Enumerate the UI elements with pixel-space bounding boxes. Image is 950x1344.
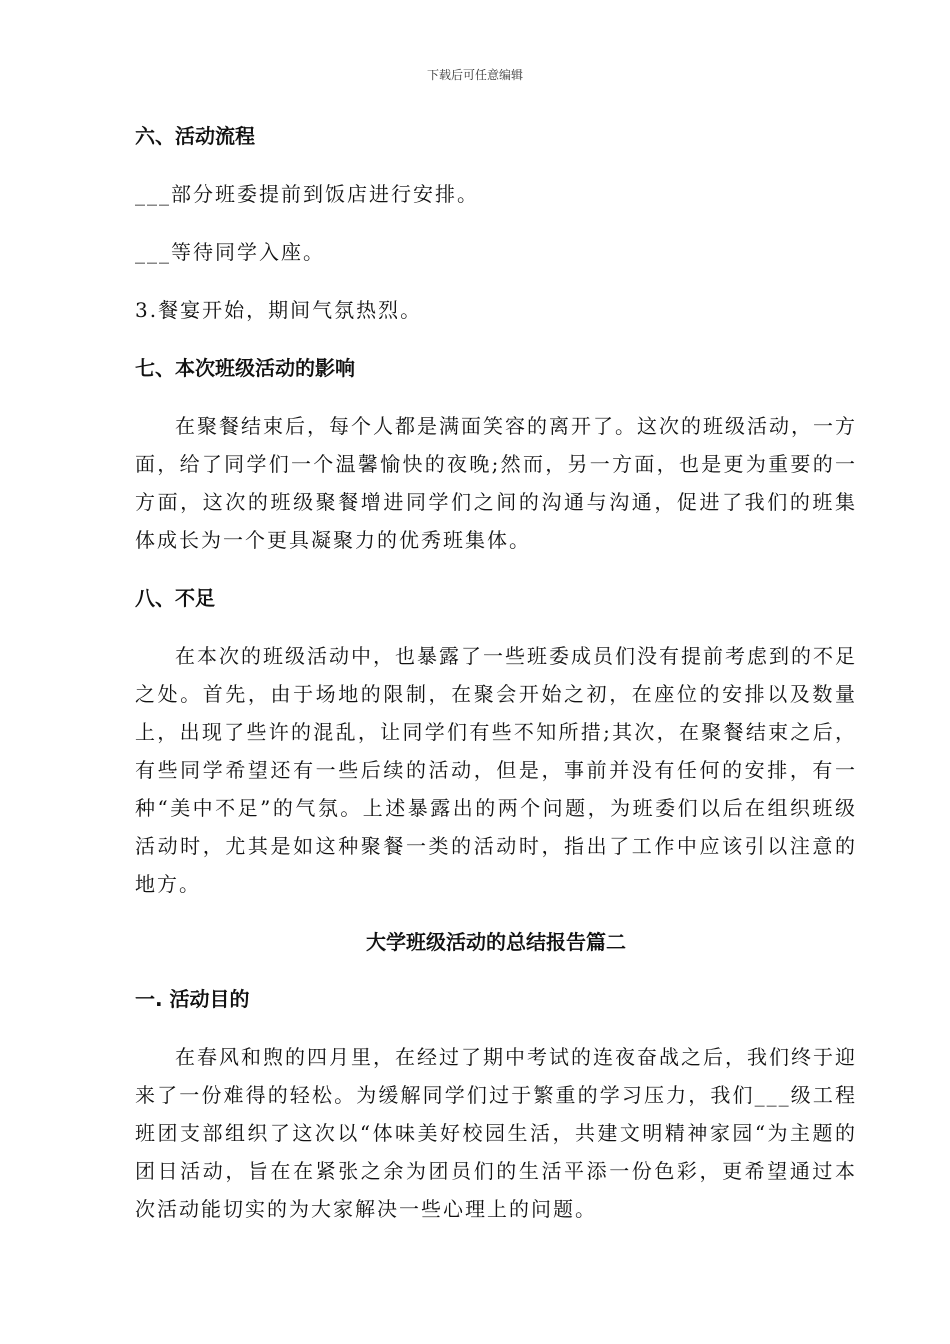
section-8-body: 在本次的班级活动中，也暴露了一些班委成员们没有提前考虑到的不足之处。首先，由于场地的限制，在聚会开始之初，在座位的安排以及数量上，出现了些许的混乱，让同学们有些不知所措;其次，在聚餐结束之后，有些同学希望还有一些后续的活动，但是，事前并没有任何的安排，有一种“美中不足”的气氛。上述暴露出的两个问题，为班委们以后在组织班级活动时，尤其是如这种聚餐一类的活动时，指出了工作中应该引以注意的地方。 — [135, 644, 857, 896]
section-8-title: 八、不足 — [135, 586, 215, 610]
step-3: 3.餐宴开始，期间气氛热烈。 — [135, 298, 423, 322]
part-2-section-1-body: 在春风和煦的四月里，在经过了期中考试的连夜奋战之后，我们终于迎来了一份难得的轻松。为缓解同学们过于繁重的学习压力，我们___级工程班团支部组织了这次以“体味美好校园生活，共建文明精神家园“为主题的团日活动，旨在在紧张之余为团员们的生活平添一份色彩，更希望通过本次活动能切实的为大家解决一些心理上的问题。 — [135, 1045, 857, 1221]
header-note: 下载后可任意编辑 — [426, 68, 523, 82]
document-content — [135, 118, 857, 1228]
part-2-section-1-title: 一. 活动目的 — [135, 987, 250, 1011]
section-6-title: 六、活动流程 — [135, 124, 255, 148]
step-2: ___等待同学入座。 — [135, 240, 325, 264]
section-7-title: 七、本次班级活动的影响 — [135, 356, 355, 380]
section-7-body: 在聚餐结束后，每个人都是满面笑容的离开了。这次的班级活动，一方面，给了同学们一个温馨愉快的夜晚;然而，另一方面，也是更为重要的一方面，这次的班级聚餐增进同学们之间的沟通与沟通，促进了我们的班集体成长为一个更具凝聚力的优秀班集体。 — [135, 414, 857, 552]
part-2-title: 大学班级活动的总结报告篇二 — [366, 930, 626, 954]
step-1: ___部分班委提前到饭店进行安排。 — [135, 182, 479, 206]
